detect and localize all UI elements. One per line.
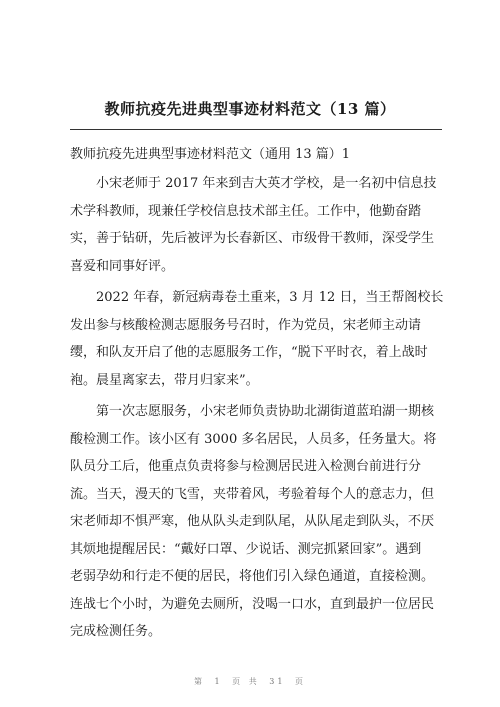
paragraph-1 bbox=[70, 170, 442, 280]
text-line: 实，善于钻研，先后被评为长春新区、市级骨干教师，深受学生 bbox=[70, 231, 435, 246]
page-number: 1 bbox=[214, 677, 223, 686]
text-line: 队员分工后，他重点负责将参与检测居民进入检测台前进行分 bbox=[70, 459, 422, 474]
text-line: 2022 年春，新冠病毒卷土重来，3 月 12 日，当王帮阁校长 bbox=[96, 290, 444, 305]
text-line: 喜爱和同事好评。 bbox=[70, 258, 175, 274]
text-line: 小宋老师于 2017 年来到吉大英才学校，是一名初中信息技 bbox=[96, 176, 437, 191]
paragraph-2 bbox=[70, 284, 442, 394]
paragraph-3 bbox=[70, 398, 442, 646]
page-footer bbox=[0, 676, 500, 687]
footer-suffix: 页 bbox=[295, 677, 306, 686]
footer-prefix: 第 bbox=[193, 677, 205, 686]
total-pages: 31 bbox=[269, 677, 286, 686]
text-line: 老弱孕幼和行走不便的居民，将他们引入绿色通道，直接检测。 bbox=[70, 569, 435, 584]
text-line: 宋老师却不惧严寒，他从队头走到队尾，从队尾走到队头，不厌 bbox=[70, 514, 435, 529]
document-body bbox=[70, 170, 442, 650]
text-line: 酸检测工作。该小区有 3000 多名居民，人员多，任务量大。将 bbox=[70, 431, 437, 447]
document-title: 教师抗疫先进典型事迹材料范文（13 篇） bbox=[104, 100, 396, 118]
footer-mid: 页 共 bbox=[232, 677, 260, 686]
text-line: 第一次志愿服务，小宋老师负责协助北湖街道蓝珀湖一期核 bbox=[96, 404, 435, 419]
section-heading: 教师抗疫先进典型事迹材料范文（通用 13 篇）1 bbox=[70, 147, 351, 162]
text-line: 连战七个小时，为避免去厕所，没喝一口水，直到最护一位居民 bbox=[70, 596, 435, 612]
text-line: 术学科教师，现兼任学校信息技术部主任。工作中，他勤奋踏 bbox=[70, 203, 422, 219]
text-line: 缨，和队友开启了他的志愿服务工作，“脱下平时衣，着上战时 bbox=[70, 345, 428, 360]
title-divider bbox=[70, 129, 442, 130]
text-line: 完成检测任务。 bbox=[70, 624, 162, 639]
text-line: 流。当天，漫天的飞雪，夹带着风，考验着每个人的意志力，但 bbox=[70, 486, 435, 502]
text-line: 袍。晨星离家去，带月归家来”。 bbox=[70, 372, 259, 388]
text-line: 发出参与核酸检测志愿服务号召时，作为党员，宋老师主动请 bbox=[70, 317, 422, 333]
text-line: 其烦地提醒居民：“戴好口罩、少说话、测完抓紧回家”。遇到 bbox=[70, 541, 422, 557]
